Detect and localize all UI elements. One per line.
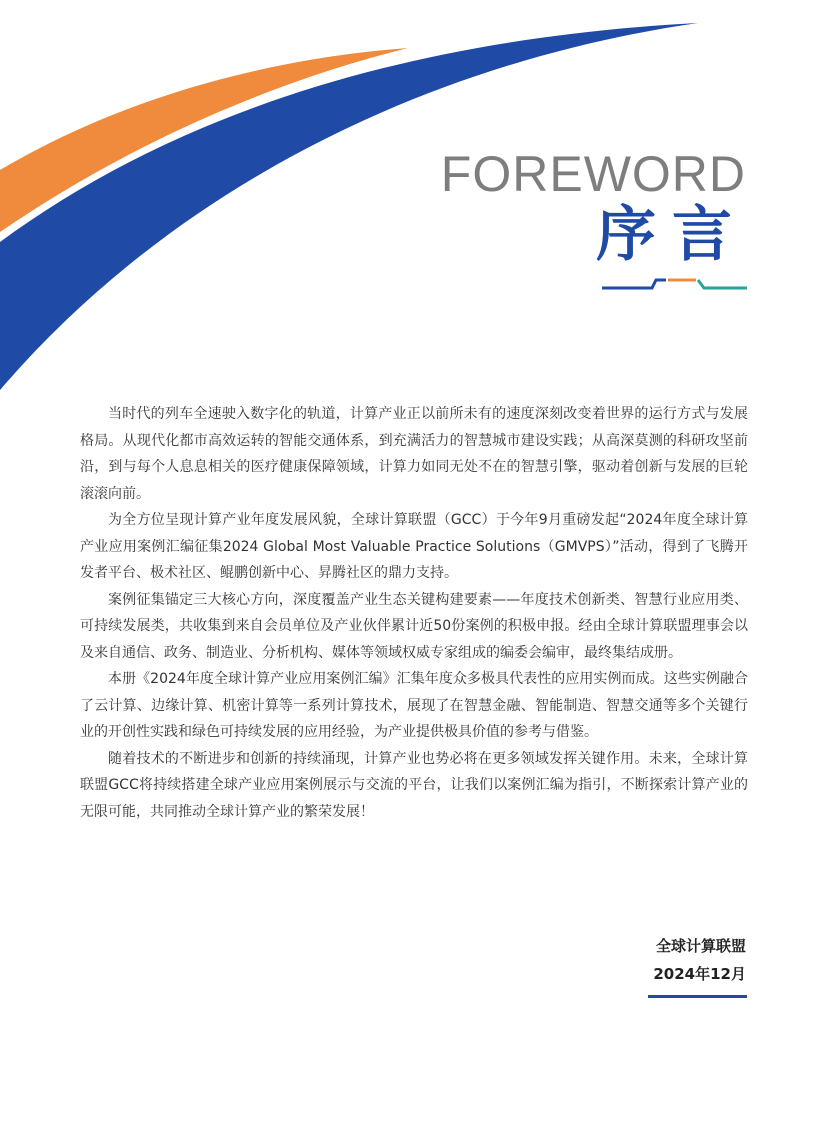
signature-date: 2024年12月 [653, 965, 746, 983]
signature-org: 全球计算联盟 [655, 937, 746, 955]
paragraph-3: 案例征集锚定三大核心方向，深度覆盖产业生态关键构建要素——年度技术创新类、智慧行业应用类、可持续发展类，共收集到来自会员单位及产业伙伴累计近50份案例的积极申报。经由全球计算联盟理事会以及来自通信、政务、制造业、分析机构、媒体等领域权威专家组成的编委会编审，最终集结成册。 [80, 591, 748, 661]
title-chinese: 序言 [596, 200, 748, 270]
title-underline-decoration [602, 276, 747, 292]
paragraph-5: 随着技术的不断进步和创新的持续涌现，计算产业也势必将在更多领域发挥关键作用。未来，全球计算联盟GCC将持续搭建全球产业应用案例展示与交流的平台，让我们以案例汇编为指引，不断探索计算产业的无限可能，共同推动全球计算产业的繁荣发展！ [80, 750, 748, 820]
foreword-body [80, 401, 748, 825]
signature-block [653, 932, 746, 988]
title-english: FOREWORD [440, 146, 746, 202]
paragraph-2: 为全方位呈现计算产业年度发展风貌，全球计算联盟（GCC）于今年9月重磅发起“2024年度全球计算产业应用案例汇编征集2024 Global Most Valuable Practice Solutions（GMVPS）”活动，得到了飞腾开发者平台、极术社区、鲲鹏创新中心、昇腾社区的鼎力支持。 [80, 512, 748, 581]
blue-swoosh [0, 23, 698, 390]
paragraph-4: 本册《2024年度全球计算产业应用案例汇编》汇集年度众多极具代表性的应用实例而成。这些实例融合了云计算、边缘计算、机密计算等一系列计算技术，展现了在智慧金融、智能制造、智慧交通等多个关键行业的开创性实践和绿色可持续发展的应用经验，为产业提供极具价值的参考与借鉴。 [80, 671, 748, 740]
underline-teal-segment [698, 280, 747, 288]
signature-underline [648, 995, 747, 998]
underline-blue-segment [602, 280, 666, 288]
paragraph-1: 当时代的列车全速驶入数字化的轨道，计算产业正以前所未有的速度深刻改变着世界的运行方式与发展格局。从现代化都市高效运转的智能交通体系，到充满活力的智慧城市建设实践；从高深莫测的科研攻坚前沿，到与每个人息息相关的医疗健康保障领域，计算力如同无处不在的智慧引擎，驱动着创新与发展的巨轮滚滚向前。 [80, 406, 748, 502]
